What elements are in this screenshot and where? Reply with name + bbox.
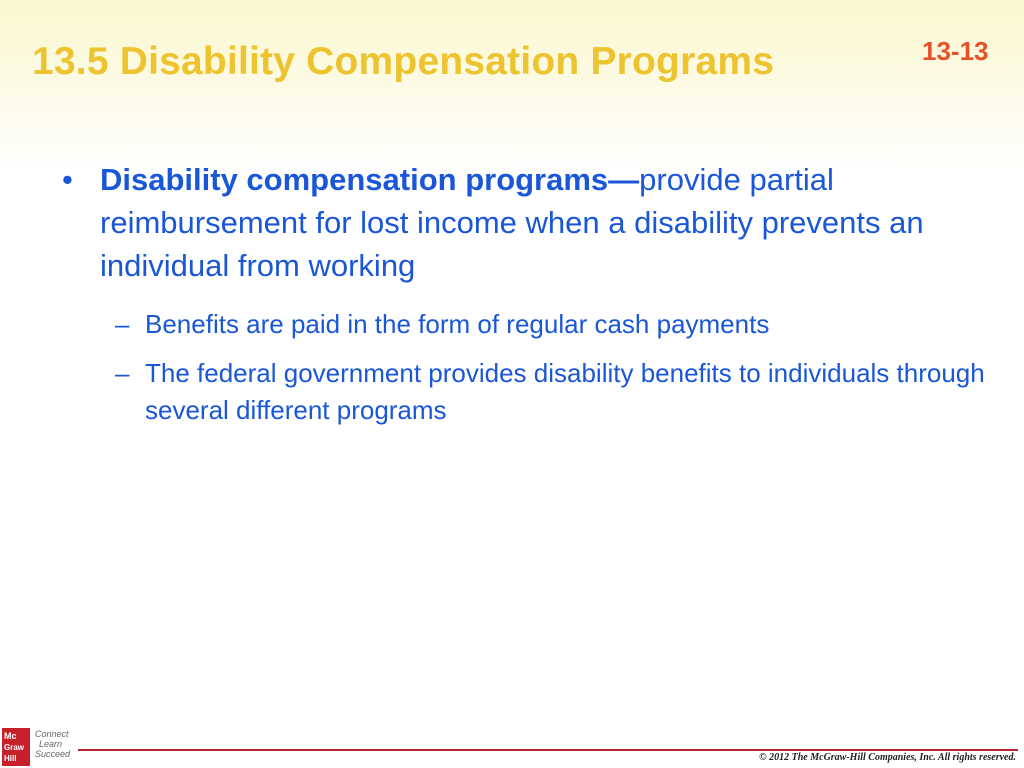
sub-bullet-marker: –	[115, 309, 130, 339]
logo-text-mc: Mc	[4, 731, 17, 741]
mcgraw-hill-logo	[2, 728, 30, 766]
logo-tagline	[35, 729, 70, 759]
sub-bullet-marker: –	[115, 358, 130, 388]
logo-text-graw: Graw	[4, 743, 25, 752]
footer-divider	[78, 749, 1018, 751]
copyright-notice: © 2012 The McGraw-Hill Companies, Inc. All rights reserved.	[759, 752, 1016, 763]
tagline-line: Connect	[35, 729, 69, 739]
bullet-marker: •	[62, 162, 73, 197]
logo-text-hill: Hill	[4, 754, 17, 763]
main-bullet-text	[100, 158, 960, 287]
slide-title: 13.5 Disability Compensation Programs	[32, 40, 775, 83]
tagline-line: Succeed	[35, 749, 71, 759]
bullet-term: Disability compensation programs—	[100, 162, 640, 197]
slide-number: 13-13	[922, 36, 989, 66]
bullet-definition: provide partial reimbursement for lost income when a disability prevents an individual from working	[100, 162, 924, 283]
tagline-line: Learn	[39, 739, 63, 749]
sub-bullet-text: The federal government provides disability benefits to individuals through several different programs	[145, 358, 985, 425]
sub-bullet-text: Benefits are paid in the form of regular cash payments	[145, 309, 770, 339]
